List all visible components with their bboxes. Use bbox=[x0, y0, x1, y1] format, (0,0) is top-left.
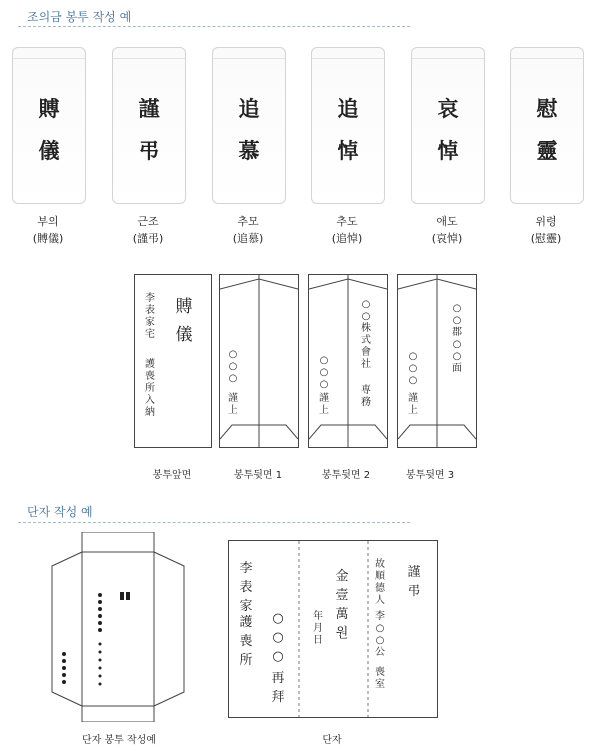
back2-name: ○○○ bbox=[319, 355, 329, 390]
danja-date: 年月日 bbox=[313, 611, 323, 646]
caption-korean: 부의 bbox=[37, 215, 59, 228]
envelope-back-3 bbox=[397, 274, 477, 448]
back1-note: 謹上 bbox=[228, 393, 238, 416]
section-title-condolence: 조의금 봉투 작성 예 bbox=[27, 10, 132, 24]
envelope-front bbox=[134, 274, 212, 448]
danja-envelope bbox=[50, 532, 188, 722]
danja-deceased: 李○○公 bbox=[375, 611, 385, 658]
envelope-wiryeong bbox=[510, 47, 584, 204]
caption-hanja: (追慕) bbox=[232, 232, 264, 245]
danja-label: 단자 bbox=[322, 735, 342, 746]
danja-name: ○○○ bbox=[272, 611, 284, 664]
danja-envelope-label: 단자 봉투 작성예 bbox=[82, 735, 156, 746]
caption-hanja: (慰靈) bbox=[530, 232, 562, 245]
envelope-hanja: 追悼 bbox=[337, 96, 359, 163]
envelope-caption bbox=[402, 213, 492, 247]
envelope-back-2 bbox=[308, 274, 388, 448]
back1-label: 봉투뒷면 1 bbox=[233, 470, 283, 481]
front-label: 봉투앞면 bbox=[152, 470, 192, 481]
envelope-buui bbox=[12, 47, 86, 204]
envelope-chudo bbox=[311, 47, 385, 204]
danja-amount: 金壹萬원 bbox=[335, 569, 349, 641]
envelope-hanja: 追慕 bbox=[238, 96, 260, 163]
danja-col2: 護喪所 bbox=[239, 615, 253, 668]
envelope-hanja: 慰靈 bbox=[536, 96, 558, 163]
envelope-chumo bbox=[212, 47, 286, 204]
front-line2: 護喪所入納 bbox=[145, 359, 155, 418]
back1-name: ○○○ bbox=[228, 349, 238, 384]
back2-note: 謹上 bbox=[319, 393, 329, 416]
danja-sheet bbox=[228, 540, 438, 718]
danja-role: 喪室 bbox=[375, 667, 385, 690]
danja-title: 謹弔 bbox=[407, 565, 421, 599]
caption-korean: 근조 bbox=[137, 215, 159, 228]
back3-note: 謹上 bbox=[408, 393, 418, 416]
caption-hanja: (賻儀) bbox=[32, 232, 64, 245]
back2-company: ○○株式會社 bbox=[361, 299, 371, 370]
front-line1: 李表家宅 bbox=[145, 293, 155, 340]
caption-hanja: (哀悼) bbox=[431, 232, 463, 245]
danja-col1: 李表家 bbox=[239, 561, 253, 614]
danja-envelope-outline bbox=[50, 532, 188, 722]
section-divider bbox=[18, 522, 410, 523]
section-divider bbox=[18, 26, 410, 27]
envelope-caption bbox=[203, 213, 293, 247]
envelope-hanja: 謹弔 bbox=[138, 96, 160, 163]
envelope-caption bbox=[501, 213, 591, 247]
envelope-caption bbox=[103, 213, 193, 247]
caption-korean: 위령 bbox=[535, 215, 557, 228]
caption-korean: 애도 bbox=[436, 215, 458, 228]
danja-bow: 再拜 bbox=[271, 671, 285, 705]
envelope-caption bbox=[302, 213, 392, 247]
back3-name: ○○○ bbox=[408, 351, 418, 386]
caption-hanja: (追悼) bbox=[331, 232, 363, 245]
envelope-hanja: 賻儀 bbox=[38, 96, 60, 163]
envelope-aedo bbox=[411, 47, 485, 204]
envelope-geunjo bbox=[112, 47, 186, 204]
caption-korean: 추모 bbox=[237, 215, 259, 228]
caption-hanja: (謹弔) bbox=[132, 232, 164, 245]
section-title-danja: 단자 작성 예 bbox=[27, 505, 93, 519]
back3-region: ○○郡○○面 bbox=[452, 303, 462, 374]
envelope-caption bbox=[3, 213, 93, 247]
envelope-back-1 bbox=[219, 274, 299, 448]
danja-relation: 故順德人 bbox=[375, 559, 385, 606]
back2-position: 専務 bbox=[361, 385, 371, 408]
back2-label: 봉투뒷면 2 bbox=[321, 470, 371, 481]
envelope-hanja: 哀悼 bbox=[437, 96, 459, 163]
back3-label: 봉투뒷면 3 bbox=[405, 470, 455, 481]
caption-korean: 추도 bbox=[336, 215, 358, 228]
front-title: 賻儀 bbox=[175, 297, 193, 345]
